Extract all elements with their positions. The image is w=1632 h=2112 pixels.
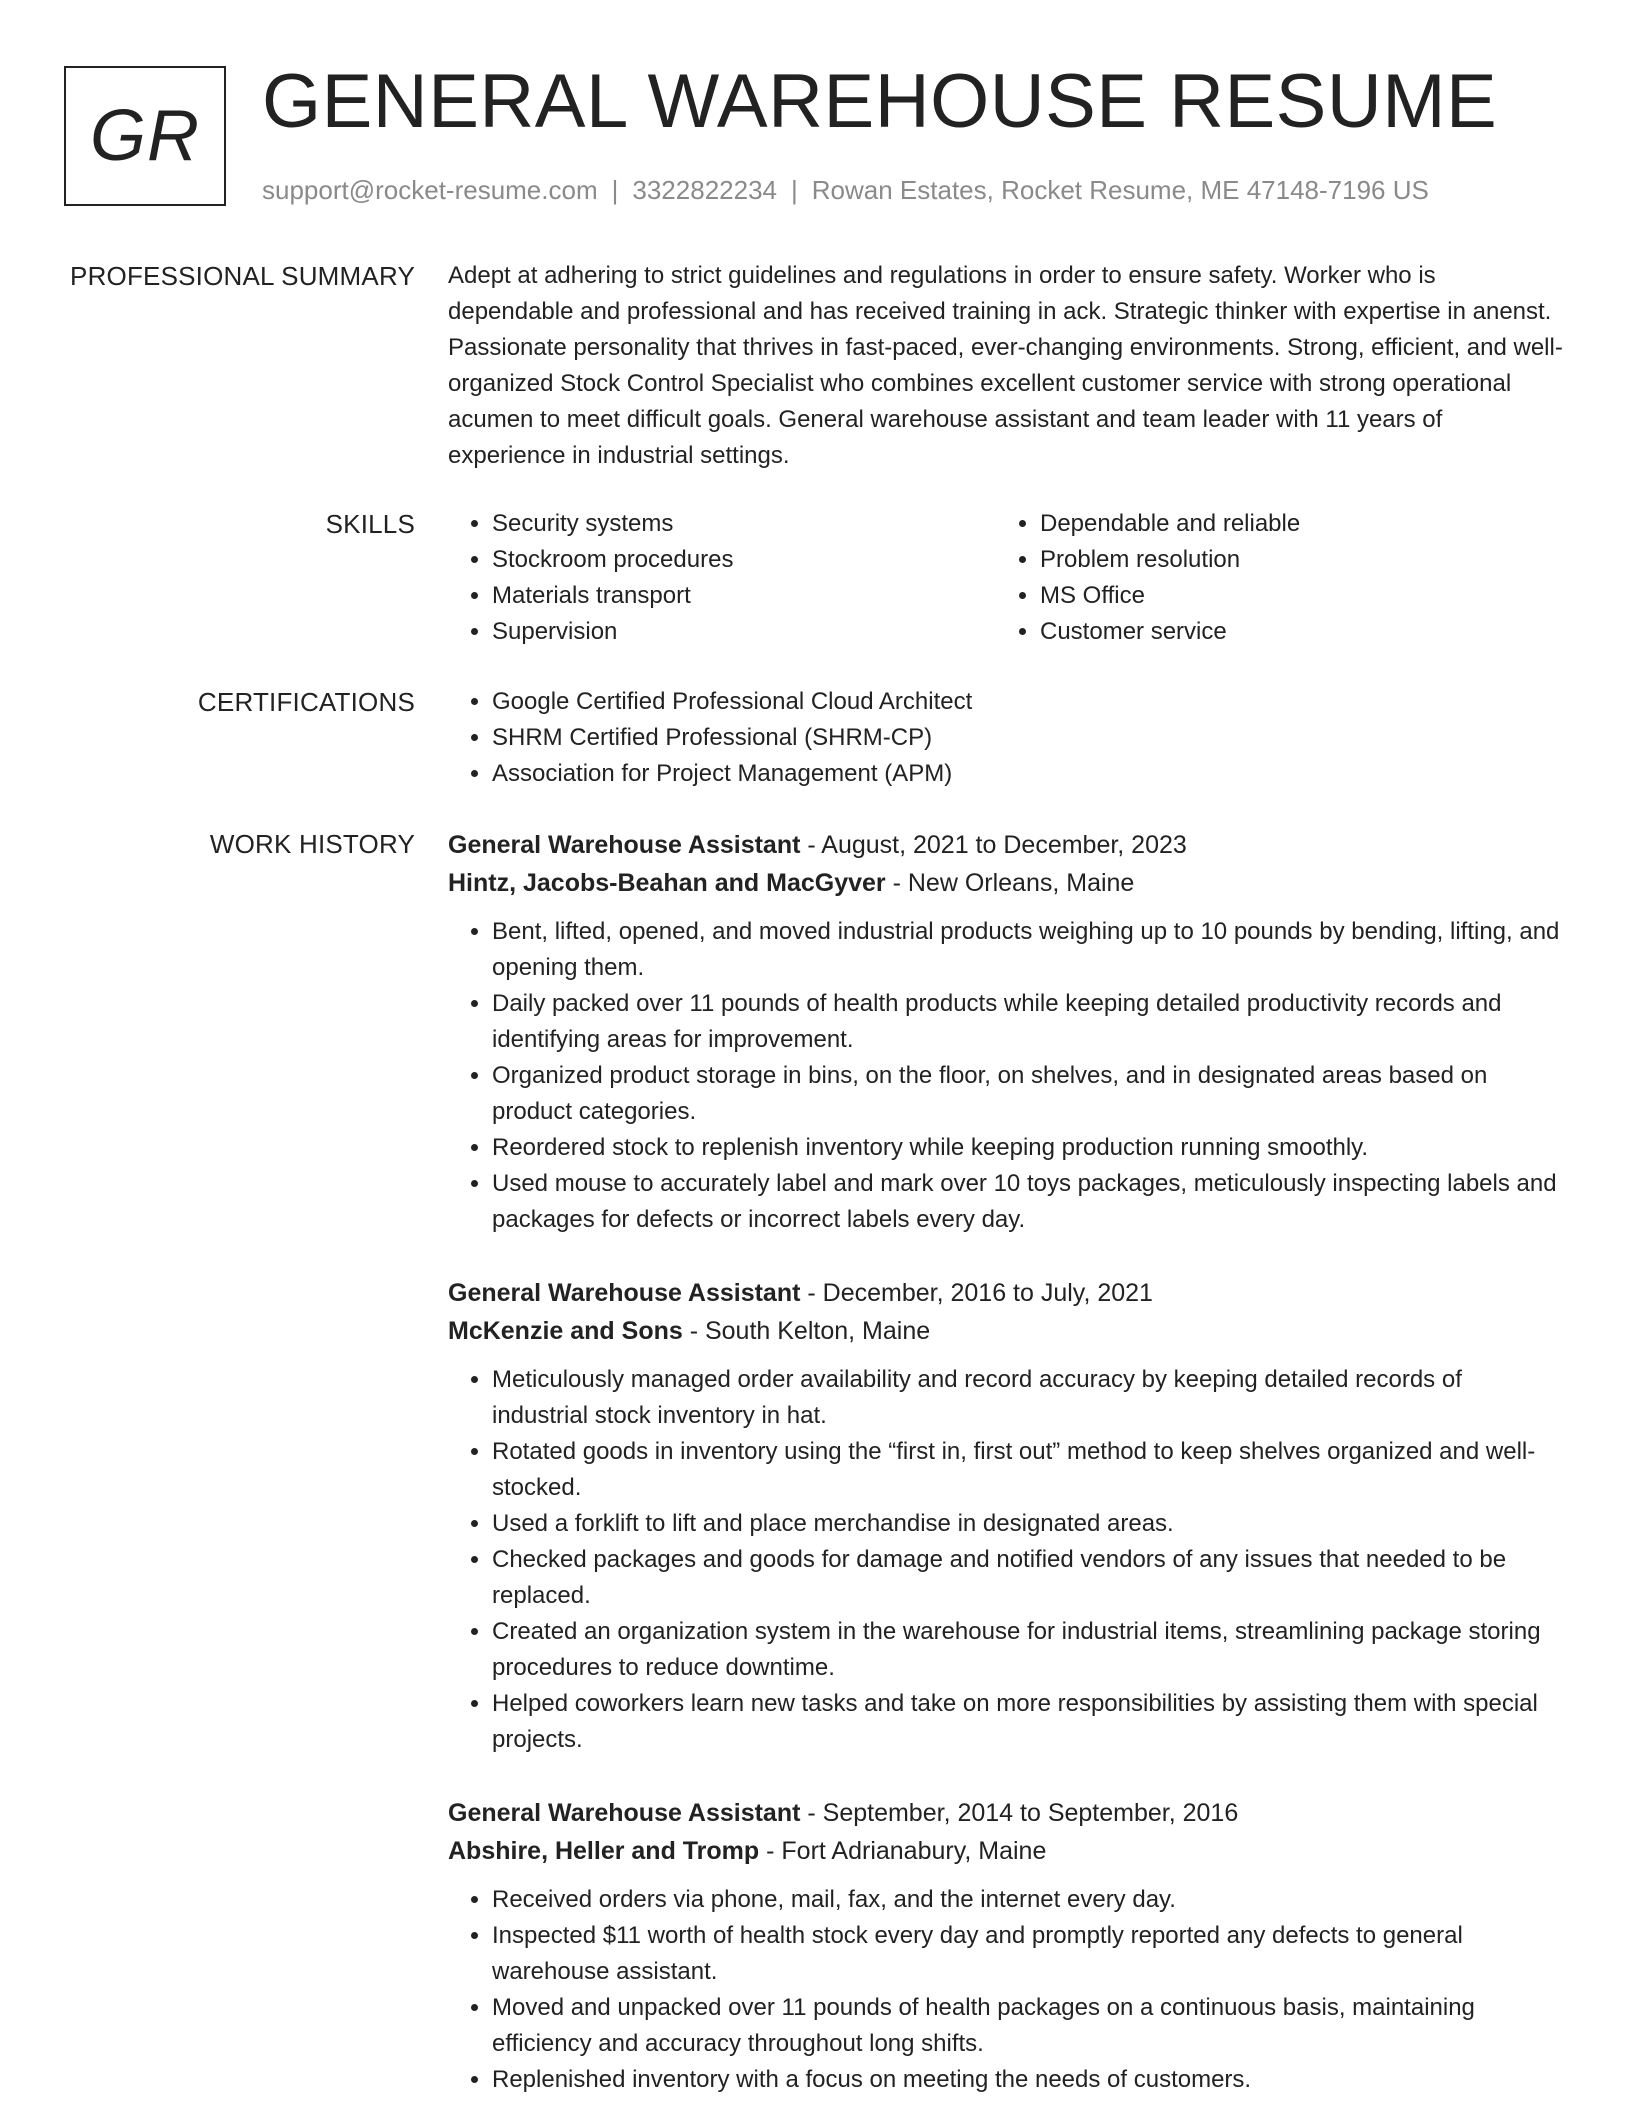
job-title-line: [448, 1794, 1563, 1832]
section-body: [448, 506, 1563, 650]
job-bullet: • Daily packed over 11 pounds of health products while keeping detailed productivity records and identifying areas for improvement.: [492, 986, 1563, 1058]
section-label: WORK HISTORY: [209, 829, 415, 859]
section-body: [448, 684, 1563, 792]
certification-item: • Google Certified Professional Cloud Architect: [492, 684, 1563, 720]
job-bullet: • Created an organization system in the warehouse for industrial items, streamlining package storing procedures to reduce downtime.: [492, 1614, 1563, 1686]
job-title: General Warehouse Assistant: [448, 1799, 801, 1827]
job-bullet: • Meticulously managed order availability and record accuracy by keeping detailed records of industrial stock inventory in hat.: [492, 1362, 1563, 1434]
job-company: Hintz, Jacobs-Beahan and MacGyver: [448, 869, 886, 897]
certifications-list: [448, 684, 1563, 792]
job-bullet: • Used mouse to accurately label and mark over 10 toys packages, meticulously inspecting labels and packages for defects or incorrect labels every day.: [492, 1166, 1563, 1238]
job-entry: [448, 826, 1563, 1238]
job-company-line: [448, 1312, 1563, 1350]
section-certifications: [0, 684, 1632, 792]
job-bullet: • Used a forklift to lift and place merchandise in designated areas.: [492, 1506, 1563, 1542]
contact-separator: |: [791, 175, 798, 205]
job-bullet: • Inspected $11 worth of health stock every day and promptly reported any defects to general warehouse assistant.: [492, 1918, 1563, 1990]
resume-sections: [0, 258, 1632, 2098]
section-body: [448, 826, 1563, 2098]
section-skills: [0, 506, 1632, 650]
section-professional-summary: [0, 258, 1632, 474]
job-bullets: [448, 914, 1563, 1238]
section-body: [448, 258, 1563, 474]
job-entry: [448, 1794, 1563, 2098]
job-bullet: • Reordered stock to replenish inventory while keeping production running smoothly.: [492, 1130, 1563, 1166]
job-bullet: • Rotated goods in inventory using the “first in, first out” method to keep shelves organized and well-stocked.: [492, 1434, 1563, 1506]
skills-list-left: [448, 506, 996, 650]
job-company: Abshire, Heller and Tromp: [448, 1837, 760, 1865]
job-bullet: • Moved and unpacked over 11 pounds of health packages on a continuous basis, maintaining efficiency and accuracy throughout long shifts.: [492, 1990, 1563, 2062]
job-bullet: • Received orders via phone, mail, fax, and the internet every day.: [492, 1882, 1563, 1918]
job-location: - Fort Adrianabury, Maine: [759, 1837, 1047, 1865]
job-bullet: • Replenished inventory with a focus on meeting the needs of customers.: [492, 2062, 1563, 2098]
contact-address: Rowan Estates, Rocket Resume, ME 47148-7196 US: [811, 175, 1429, 205]
job-bullet: • Checked packages and goods for damage and notified vendors of any issues that needed to be replaced.: [492, 1542, 1563, 1614]
job-dates: - December, 2016 to July, 2021: [800, 1279, 1153, 1307]
section-label: PROFESSIONAL SUMMARY: [70, 261, 415, 291]
certification-item: • SHRM Certified Professional (SHRM-CP): [492, 720, 1563, 756]
skills-list-right: [996, 506, 1540, 650]
job-dates: - September, 2014 to September, 2016: [800, 1799, 1239, 1827]
job-title-line: [448, 826, 1563, 864]
section-label: SKILLS: [325, 509, 415, 539]
job-bullets: [448, 1362, 1563, 1758]
skill-item: • Supervision: [492, 614, 996, 650]
summary-text: Adept at adhering to strict guidelines and regulations in order to ensure safety. Worker who is dependable and professional and has received training in ack. Strategic thinker with expertise in anenst. Passionate personality that thrives in fast-paced, ever-changing environments. Strong, efficient, and well-organized Stock Control Specialist who combines excellent customer service with strong operational acumen to meet difficult goals. General warehouse assistant and team leader with 11 years of experience in industrial settings.: [448, 262, 1563, 469]
skill-item: • Security systems: [492, 506, 996, 542]
contact-separator: |: [611, 175, 619, 205]
skill-item: • MS Office: [1040, 578, 1540, 614]
skill-item: • Stockroom procedures: [492, 542, 996, 578]
contact-phone[interactable]: 3322822234: [632, 175, 777, 205]
skill-item: • Dependable and reliable: [1040, 506, 1540, 542]
job-bullet: • Bent, lifted, opened, and moved industrial products weighing up to 10 pounds by bending, lifting, and opening them.: [492, 914, 1563, 986]
section-label: CERTIFICATIONS: [197, 687, 415, 717]
job-entry: [448, 1274, 1563, 1758]
job-location: - New Orleans, Maine: [885, 869, 1135, 897]
skill-item: • Materials transport: [492, 578, 996, 614]
certification-item: • Association for Project Management (APM): [492, 756, 1563, 792]
job-company-line: [448, 864, 1563, 902]
job-title-line: [448, 1274, 1563, 1312]
job-bullet: • Organized product storage in bins, on the floor, on shelves, and in designated areas based on product categories.: [492, 1058, 1563, 1130]
job-bullet: • Helped coworkers learn new tasks and take on more responsibilities by assisting them with special projects.: [492, 1686, 1563, 1758]
job-location: - South Kelton, Maine: [682, 1317, 931, 1345]
section-work-history: [0, 826, 1632, 2098]
skill-item: • Customer service: [1040, 614, 1540, 650]
resume-title: GENERAL WAREHOUSE RESUME: [262, 59, 1498, 144]
monogram-initials: GR: [90, 96, 200, 176]
skill-item: • Problem resolution: [1040, 542, 1540, 578]
contact-email[interactable]: support@rocket-resume.com: [262, 175, 598, 205]
job-bullets: [448, 1882, 1563, 2098]
job-title: General Warehouse Assistant: [448, 831, 801, 859]
job-company-line: [448, 1832, 1563, 1870]
job-title: General Warehouse Assistant: [448, 1279, 801, 1307]
job-dates: - August, 2021 to December, 2023: [800, 831, 1187, 859]
monogram-box: [64, 66, 226, 206]
job-company: McKenzie and Sons: [448, 1317, 683, 1345]
contact-line: [262, 174, 1429, 206]
skills-grid: [448, 506, 1563, 650]
